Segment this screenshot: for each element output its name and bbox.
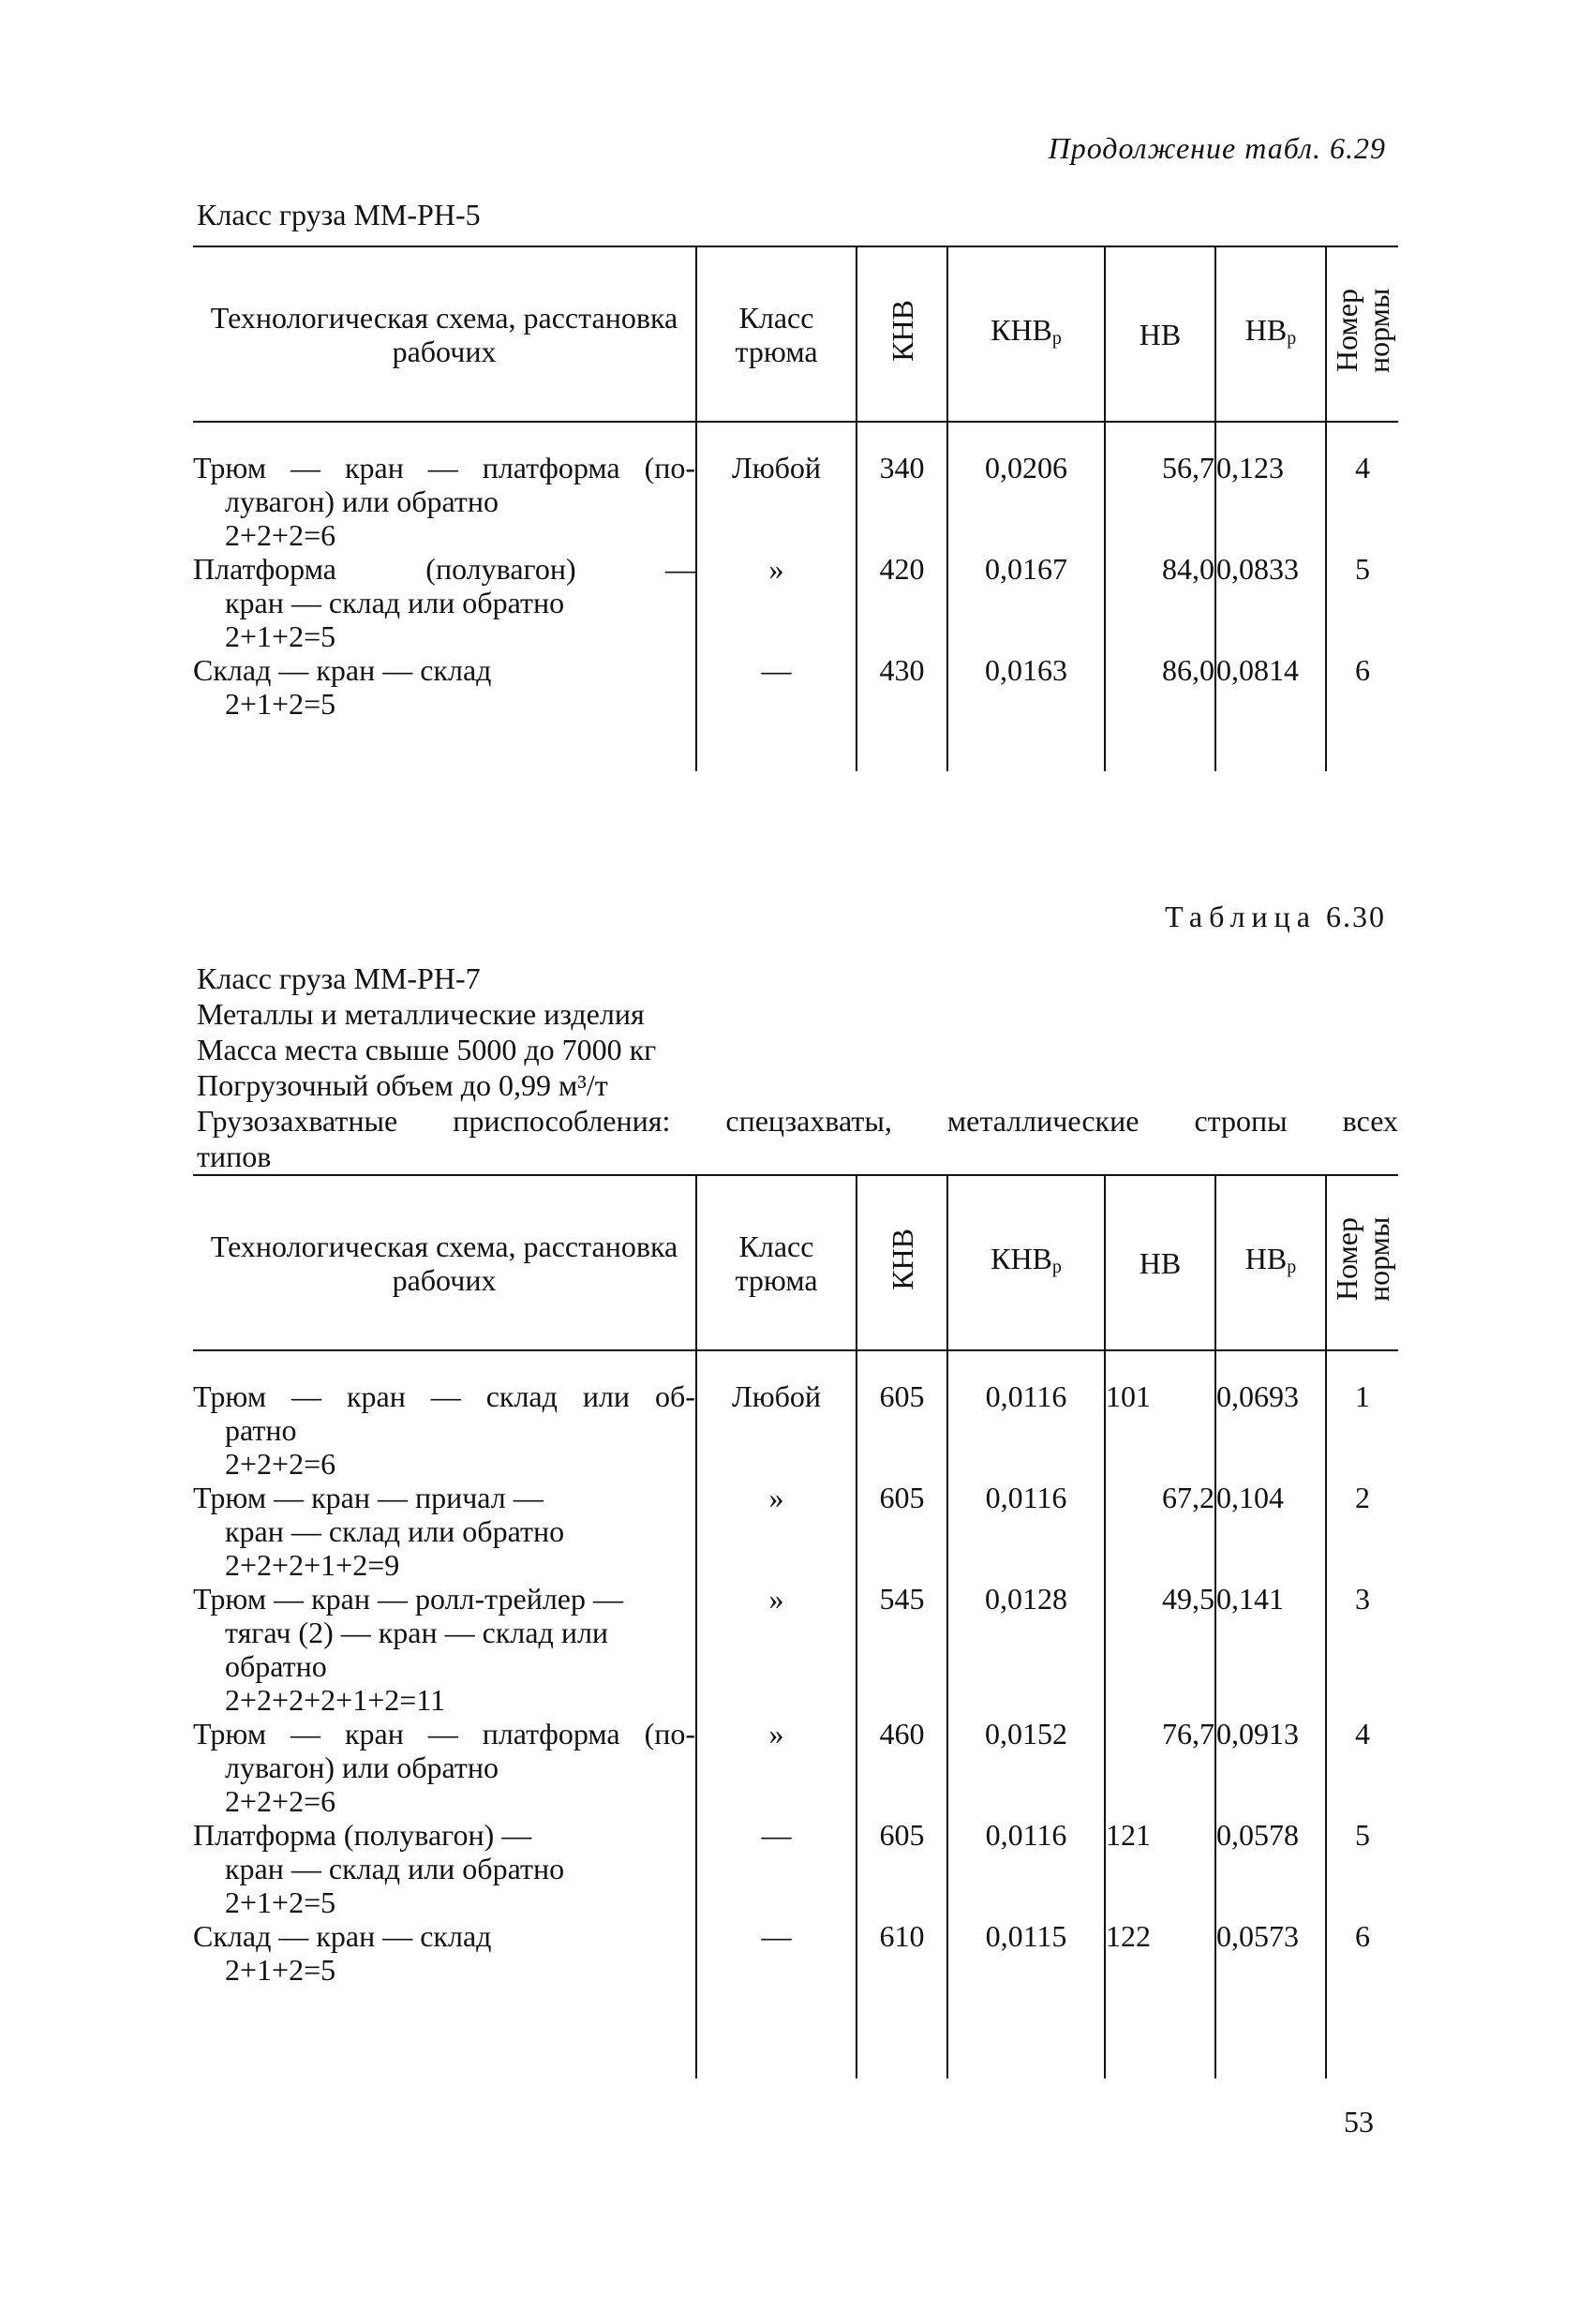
scheme-cell: Трюм — кран — причал — кран — склад или обратно 2+2+2+1+2=9	[193, 1481, 565, 1582]
scheme-cell: Трюм — кран — платформа (по- лувагон) или обратно 2+2+2=6	[193, 451, 695, 552]
table-row	[193, 1818, 1398, 1919]
norm-number-cell: 5	[1326, 552, 1398, 653]
nvr-cell: 0,123	[1215, 451, 1326, 552]
knvr-cell: 0,0116	[947, 1481, 1105, 1582]
scheme-cell: Трюм — кран — платформа (по- лувагон) или обратно 2+2+2=6	[193, 1717, 695, 1818]
scheme-cell: Платформа (полувагон) — кран — склад или обратно 2+1+2=5	[193, 1818, 565, 1919]
package-mass: Масса места свыше 5000 до 7000 кг	[197, 1033, 657, 1066]
hold-class-cell: —	[696, 653, 857, 771]
norm-number-cell: 5	[1326, 1818, 1398, 1919]
col-header-nv: НВ	[1105, 246, 1215, 422]
table-row	[193, 1582, 1398, 1717]
knvr-cell: 0,0167	[947, 552, 1105, 653]
hold-class-cell: Любой	[696, 451, 857, 552]
col-header-norm-number: Номер нормы	[1326, 246, 1398, 422]
nv-cell: 122	[1105, 1919, 1215, 2078]
table-6-30	[193, 1174, 1398, 2078]
norm-number-cell: 1	[1326, 1379, 1398, 1481]
table1-header-row	[193, 246, 1398, 422]
table-row	[193, 552, 1398, 653]
nvr-cell: 0,104	[1215, 1481, 1326, 1582]
cargo-description: Металлы и металлические изделия	[197, 997, 645, 1031]
gripping-devices: Грузозахватные приспособления: спецзахваты, металлические стропы всех	[197, 1104, 1398, 1138]
nvr-cell: 0,141	[1215, 1582, 1326, 1717]
norm-number-cell: 4	[1326, 1717, 1398, 1818]
knv-cell: 605	[857, 1379, 947, 1481]
knvr-cell: 0,0206	[947, 451, 1105, 552]
col-header-nv: НВ	[1105, 1175, 1215, 1350]
table-row	[193, 451, 1398, 552]
knv-cell: 610	[857, 1919, 947, 2078]
knv-cell: 545	[857, 1582, 947, 1717]
hold-class-cell: »	[696, 1717, 857, 1818]
knv-cell: 420	[857, 552, 947, 653]
hold-class-cell: »	[696, 552, 857, 653]
table-row	[193, 1481, 1398, 1582]
col-header-norm-number: Номер нормы	[1326, 1175, 1398, 1350]
nv-cell: 121	[1105, 1818, 1215, 1919]
col-header-nvr: $НВ_р$	[1215, 246, 1326, 422]
hold-class-cell: —	[696, 1818, 857, 1919]
scheme-cell: Склад — кран — склад 2+1+2=5	[193, 653, 492, 721]
hold-class-cell: »	[696, 1582, 857, 1717]
scheme-cell: Склад — кран — склад 2+1+2=5	[193, 1919, 492, 1987]
knvr-cell: 0,0116	[947, 1379, 1105, 1481]
norm-number-cell: 6	[1326, 653, 1398, 771]
hold-class-cell: —	[696, 1919, 857, 2078]
nv-cell: 84,0	[1105, 552, 1215, 653]
nvr-cell: 0,0573	[1215, 1919, 1326, 2078]
page-number: 53	[1344, 2105, 1374, 2138]
knvr-cell: 0,0152	[947, 1717, 1105, 1818]
nvr-cell: 0,0814	[1215, 653, 1326, 771]
table-row	[193, 1717, 1398, 1818]
table-row	[193, 1379, 1398, 1481]
nv-cell: 56,7	[1105, 451, 1215, 552]
knvr-cell: 0,0128	[947, 1582, 1105, 1717]
norm-number-cell: 3	[1326, 1582, 1398, 1717]
nv-cell: 67,2	[1105, 1481, 1215, 1582]
col-header-scheme: Технологическая схема, расстановка рабочих	[193, 246, 696, 422]
table-row	[193, 1919, 1398, 2078]
norm-number-cell: 6	[1326, 1919, 1398, 2078]
knv-cell: 605	[857, 1481, 947, 1582]
table1-cargo-class: Класс груза ММ-РН-5	[197, 198, 481, 231]
nvr-cell: 0,0693	[1215, 1379, 1326, 1481]
loading-volume: Погрузочный объем до 0,99 м³/т	[197, 1068, 608, 1102]
table2-header-row	[193, 1175, 1398, 1350]
knvr-cell: 0,0115	[947, 1919, 1105, 2078]
nvr-cell: 0,0578	[1215, 1818, 1326, 1919]
knv-cell: 430	[857, 653, 947, 771]
nv-cell: 101	[1105, 1379, 1215, 1481]
nvr-cell: 0,0913	[1215, 1717, 1326, 1818]
norm-number-cell: 4	[1326, 451, 1398, 552]
col-header-knvr: $КНВ_р$	[947, 246, 1105, 422]
nvr-cell: 0,0833	[1215, 552, 1326, 653]
col-header-hold-class: Класс трюма	[696, 246, 857, 422]
col-header-scheme: Технологическая схема, расстановка рабочих	[193, 1175, 696, 1350]
gripping-devices-continued: типов	[197, 1140, 272, 1173]
norm-number-cell: 2	[1326, 1481, 1398, 1582]
col-header-knv: КНВ	[857, 246, 947, 422]
continuation-caption: Продолжение табл. 6.29	[1048, 131, 1386, 165]
knv-cell: 605	[857, 1818, 947, 1919]
table2-cargo-class: Класс груза ММ-РН-7	[197, 961, 481, 995]
col-header-knv: КНВ	[857, 1175, 947, 1350]
scheme-cell: Трюм — кран — ролл-трейлер — тягач (2) — кран — склад или обратно 2+2+2+2+1+2=11	[193, 1582, 623, 1717]
col-header-hold-class: Класс трюма	[696, 1175, 857, 1350]
knv-cell: 340	[857, 451, 947, 552]
knvr-cell: 0,0163	[947, 653, 1105, 771]
knvr-cell: 0,0116	[947, 1818, 1105, 1919]
table2-info-block	[197, 961, 1398, 1174]
hold-class-cell: »	[696, 1481, 857, 1582]
nv-cell: 49,5	[1105, 1582, 1215, 1717]
table-6-30-caption: Таблица 6.30	[1165, 900, 1386, 933]
table-6-29-continuation	[193, 246, 1398, 771]
scheme-cell: Трюм — кран — склад или об- ратно 2+2+2=6	[193, 1379, 695, 1481]
scheme-cell: Платформа (полувагон) — кран — склад или обратно 2+1+2=5	[193, 552, 695, 653]
knv-cell: 460	[857, 1717, 947, 1818]
table-row	[193, 653, 1398, 771]
nv-cell: 86,0	[1105, 653, 1215, 771]
col-header-knvr: $КНВ_р$	[947, 1175, 1105, 1350]
nv-cell: 76,7	[1105, 1717, 1215, 1818]
hold-class-cell: Любой	[696, 1379, 857, 1481]
col-header-nvr: $НВ_р$	[1215, 1175, 1326, 1350]
